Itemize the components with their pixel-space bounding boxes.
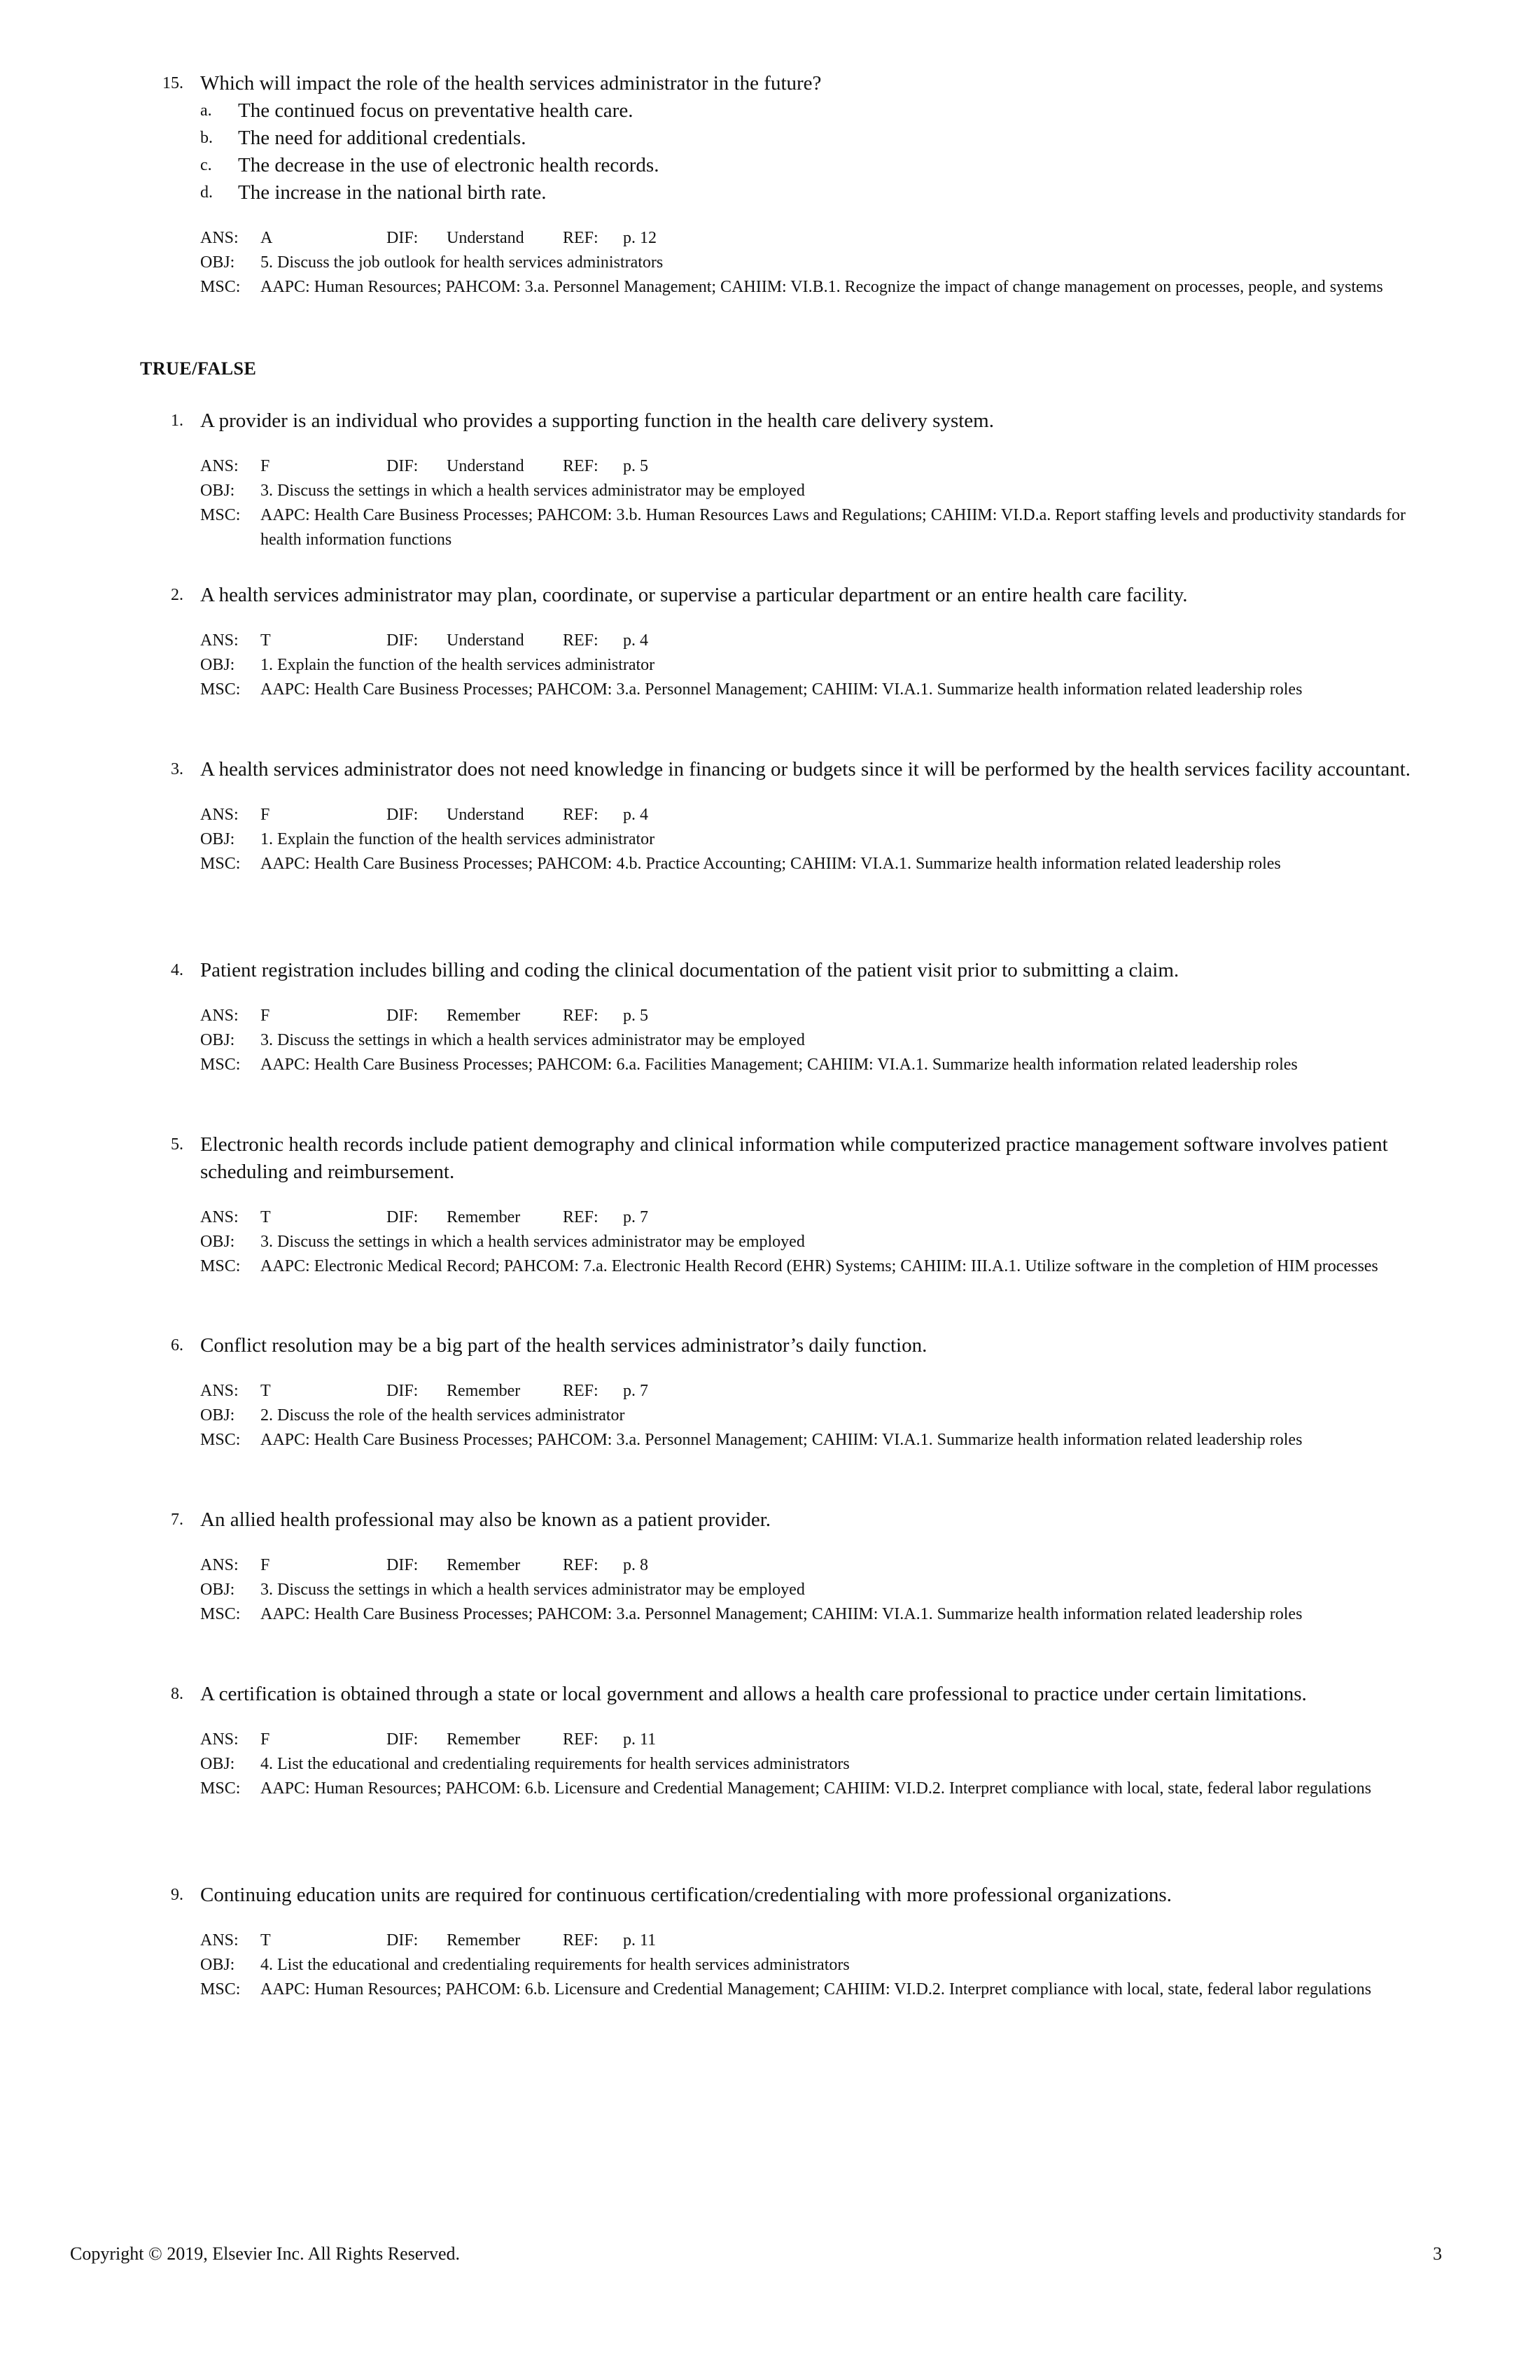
- ref-value: p. 7: [623, 1382, 648, 1400]
- dif-value: Understand: [447, 806, 524, 824]
- dif-label: DIF:: [386, 1382, 419, 1400]
- msc-row: [200, 678, 1421, 702]
- ans-label: ANS:: [200, 1382, 239, 1400]
- obj-value: 1. Explain the function of the health services administrator: [260, 656, 655, 674]
- obj-value: 1. Explain the function of the health services administrator: [260, 830, 655, 848]
- ans-label: ANS:: [200, 457, 239, 475]
- question-number: 6.: [171, 1336, 183, 1354]
- question-number: 3.: [171, 760, 183, 778]
- msc-label: MSC:: [200, 1605, 241, 1623]
- ans-label: ANS:: [200, 1556, 239, 1574]
- ans-value: F: [260, 457, 270, 475]
- msc-row: [200, 1602, 1421, 1627]
- ref-value: p. 5: [623, 457, 648, 475]
- ref-label: REF:: [563, 1382, 598, 1400]
- msc-value: AAPC: Health Care Business Processes; PAHCOM: 3.a. Personnel Management; CAHIIM: VI.A.1. Summarize health information related leadership roles: [260, 1605, 1303, 1623]
- ref-label: REF:: [563, 1007, 598, 1025]
- msc-value: AAPC: Human Resources; PAHCOM: 6.b. Licensure and Credential Management; CAHIIM: VI.D.2. Interpret compliance with local, state, federal labor regulations: [260, 1980, 1371, 1998]
- tf-question-9: [140, 1882, 1421, 2002]
- obj-value: 3. Discuss the settings in which a health services administrator may be employed: [260, 1581, 805, 1599]
- choice-b: [200, 125, 1421, 152]
- question-text: Continuing education units are required for continuous certification/credentialing with more professional organizations.: [200, 1884, 1172, 1906]
- question-stem: [140, 756, 1421, 783]
- ref-value: p. 7: [623, 1208, 648, 1226]
- question-text: A health services administrator does not need knowledge in financing or budgets since it will be performed by the health services facility accountant.: [200, 758, 1410, 780]
- obj-value: 3. Discuss the settings in which a health services administrator may be employed: [260, 482, 805, 500]
- ref-value: p. 4: [623, 806, 648, 824]
- ans-label: ANS:: [200, 1208, 239, 1226]
- question-stem: [140, 1681, 1421, 1708]
- question-text: A health services administrator may plan, coordinate, or supervise a particular department or an entire health care facility.: [200, 584, 1188, 606]
- question-stem: [140, 1882, 1421, 1909]
- question-number: 9.: [171, 1886, 183, 1904]
- msc-value: AAPC: Health Care Business Processes; PAHCOM: 3.a. Personnel Management; CAHIIM: VI.A.1. Summarize health information related leadership roles: [260, 1431, 1303, 1449]
- answer-metadata: [140, 629, 1421, 702]
- tf-question-1: [140, 407, 1421, 552]
- answer-metadata: [140, 1379, 1421, 1452]
- ref-label: REF:: [563, 457, 598, 475]
- choice-letter: a.: [200, 102, 212, 120]
- question-text: An allied health professional may also be known as a patient provider.: [200, 1508, 771, 1531]
- dif-value: Remember: [447, 1556, 521, 1574]
- ans-value: A: [260, 229, 273, 247]
- dif-label: DIF:: [386, 1931, 419, 1949]
- ans-row: [200, 1004, 1421, 1028]
- choice-text: The increase in the national birth rate.: [238, 181, 547, 204]
- obj-label: OBJ:: [200, 1031, 235, 1049]
- ans-row: [200, 1928, 1421, 1953]
- msc-row: [200, 852, 1421, 876]
- obj-row: [200, 653, 1421, 678]
- obj-label: OBJ:: [200, 1956, 235, 1974]
- question-text: Electronic health records include patient demography and clinical information while computerized practice management software involves patient scheduling and reimbursement.: [200, 1133, 1388, 1183]
- answer-metadata: [140, 1728, 1421, 1801]
- choice-text: The decrease in the use of electronic health records.: [238, 154, 659, 176]
- dif-label: DIF:: [386, 1007, 419, 1025]
- msc-row: [200, 1254, 1421, 1279]
- question-stem: [140, 582, 1421, 609]
- msc-label: MSC:: [200, 680, 241, 699]
- ref-value: p. 5: [623, 1007, 648, 1025]
- question-number: 2.: [171, 586, 183, 604]
- ref-value: p. 12: [623, 229, 657, 247]
- ans-row: [200, 454, 1421, 479]
- dif-value: Understand: [447, 229, 524, 247]
- choice-c: [200, 152, 1421, 179]
- msc-label: MSC:: [200, 1980, 241, 1998]
- ans-row: [200, 1205, 1421, 1230]
- msc-label: MSC:: [200, 506, 241, 524]
- ans-row: [200, 803, 1421, 827]
- ans-label: ANS:: [200, 806, 239, 824]
- answer-metadata: [140, 803, 1421, 876]
- obj-value: 3. Discuss the settings in which a health services administrator may be employed: [260, 1031, 805, 1049]
- choice-letter: d.: [200, 183, 213, 202]
- answer-metadata: [140, 1205, 1421, 1279]
- ans-value: F: [260, 1007, 270, 1025]
- question-text: Patient registration includes billing and coding the clinical documentation of the patient visit prior to submitting a claim.: [200, 959, 1180, 981]
- answer-metadata: [140, 454, 1421, 552]
- msc-row: [200, 1053, 1421, 1077]
- ans-label: ANS:: [200, 1007, 239, 1025]
- dif-label: DIF:: [386, 631, 419, 650]
- obj-value: 4. List the educational and credentialing requirements for health services administrators: [260, 1755, 850, 1773]
- ref-label: REF:: [563, 1556, 598, 1574]
- question-text: Which will impact the role of the health services administrator in the future?: [200, 72, 822, 94]
- ref-value: p. 11: [623, 1730, 657, 1749]
- msc-row: [200, 503, 1421, 552]
- question-number: 7.: [171, 1511, 183, 1529]
- obj-row: [200, 1752, 1421, 1777]
- choice-a: [200, 97, 1421, 125]
- dif-value: Remember: [447, 1208, 521, 1226]
- obj-row: [200, 827, 1421, 852]
- ans-label: ANS:: [200, 1931, 239, 1949]
- question-number: 15.: [162, 74, 183, 92]
- obj-label: OBJ:: [200, 482, 235, 500]
- dif-value: Remember: [447, 1007, 521, 1025]
- answer-metadata: [140, 1004, 1421, 1077]
- tf-question-3: [140, 756, 1421, 876]
- tf-question-8: [140, 1681, 1421, 1801]
- ans-value: T: [260, 1931, 271, 1949]
- answer-metadata: [140, 226, 1421, 300]
- msc-label: MSC:: [200, 855, 241, 873]
- ans-value: T: [260, 631, 271, 650]
- obj-row: [200, 1230, 1421, 1254]
- msc-row: [200, 1777, 1421, 1801]
- tf-question-6: [140, 1332, 1421, 1452]
- question-number: 5.: [171, 1135, 183, 1154]
- msc-label: MSC:: [200, 1431, 241, 1449]
- msc-label: MSC:: [200, 1056, 241, 1074]
- dif-label: DIF:: [386, 1556, 419, 1574]
- choice-letter: c.: [200, 156, 212, 174]
- question-text: A provider is an individual who provides a supporting function in the health care delivery system.: [200, 410, 994, 432]
- ans-value: F: [260, 1556, 270, 1574]
- obj-value: 3. Discuss the settings in which a health services administrator may be employed: [260, 1233, 805, 1251]
- ref-value: p. 8: [623, 1556, 648, 1574]
- obj-row: [200, 1578, 1421, 1602]
- question-stem: [140, 407, 1421, 435]
- question-15: [140, 70, 1421, 300]
- msc-value: AAPC: Health Care Business Processes; PAHCOM: 3.a. Personnel Management; CAHIIM: VI.A.1. Summarize health information related leadership roles: [260, 680, 1303, 699]
- dif-label: DIF:: [386, 457, 419, 475]
- choice-d: [200, 179, 1421, 206]
- ans-label: ANS:: [200, 631, 239, 650]
- msc-value: AAPC: Health Care Business Processes; PAHCOM: 4.b. Practice Accounting; CAHIIM: VI.A.1. Summarize health information related leadership roles: [260, 855, 1281, 873]
- obj-label: OBJ:: [200, 656, 235, 674]
- tf-question-2: [140, 582, 1421, 702]
- question-stem: [140, 1131, 1421, 1186]
- msc-value: AAPC: Health Care Business Processes; PAHCOM: 6.a. Facilities Management; CAHIIM: VI.A.1. Summarize health information related leadership roles: [260, 1056, 1298, 1074]
- ans-value: T: [260, 1208, 271, 1226]
- ans-row: [200, 1728, 1421, 1752]
- obj-label: OBJ:: [200, 1755, 235, 1773]
- obj-row: [200, 479, 1421, 503]
- obj-label: OBJ:: [200, 253, 235, 272]
- answer-choices: [140, 97, 1421, 206]
- dif-value: Remember: [447, 1730, 521, 1749]
- msc-value: AAPC: Electronic Medical Record; PAHCOM: 7.a. Electronic Health Record (EHR) Systems; CAHIIM: III.A.1. Utilize software in the completion of HIM processes: [260, 1257, 1378, 1275]
- msc-value: AAPC: Health Care Business Processes; PAHCOM: 3.b. Human Resources Laws and Regulations; CAHIIM: VI.D.a. Report staffing levels and productivity standards for health information functions: [260, 506, 1406, 549]
- obj-row: [200, 1953, 1421, 1977]
- ans-label: ANS:: [200, 229, 239, 247]
- obj-label: OBJ:: [200, 1406, 235, 1424]
- tf-question-5: [140, 1131, 1421, 1279]
- question-number: 8.: [171, 1685, 183, 1703]
- dif-value: Remember: [447, 1931, 521, 1949]
- choice-letter: b.: [200, 129, 213, 147]
- question-text: A certification is obtained through a state or local government and allows a health care professional to practice under certain limitations.: [200, 1683, 1307, 1705]
- obj-label: OBJ:: [200, 830, 235, 848]
- answer-metadata: [140, 1553, 1421, 1627]
- dif-value: Understand: [447, 631, 524, 650]
- dif-label: DIF:: [386, 1730, 419, 1749]
- question-stem: [140, 70, 1421, 97]
- question-stem: [140, 1332, 1421, 1359]
- question-stem: [140, 1506, 1421, 1534]
- obj-row: [200, 1028, 1421, 1053]
- question-text: Conflict resolution may be a big part of the health services administrator’s daily function.: [200, 1334, 927, 1357]
- ref-label: REF:: [563, 1931, 598, 1949]
- obj-value: 5. Discuss the job outlook for health services administrators: [260, 253, 664, 272]
- ans-row: [200, 629, 1421, 653]
- dif-label: DIF:: [386, 806, 419, 824]
- ref-label: REF:: [563, 1730, 598, 1749]
- obj-row: [200, 1404, 1421, 1428]
- ans-value: T: [260, 1382, 271, 1400]
- ans-value: F: [260, 806, 270, 824]
- obj-value: 2. Discuss the role of the health services administrator: [260, 1406, 625, 1424]
- msc-label: MSC:: [200, 278, 241, 296]
- msc-row: [200, 1428, 1421, 1452]
- tf-question-4: [140, 957, 1421, 1077]
- tf-question-7: [140, 1506, 1421, 1627]
- copyright-footer: Copyright © 2019, Elsevier Inc. All Rights Reserved.: [70, 2244, 461, 2264]
- page-number: 3: [1433, 2244, 1442, 2264]
- ref-value: p. 4: [623, 631, 648, 650]
- question-number: 1.: [171, 412, 183, 430]
- dif-value: Understand: [447, 457, 524, 475]
- ans-row: [200, 226, 1421, 251]
- msc-row: [200, 1977, 1421, 2002]
- obj-value: 4. List the educational and credentialing requirements for health services administrators: [260, 1956, 850, 1974]
- msc-value: AAPC: Human Resources; PAHCOM: 6.b. Licensure and Credential Management; CAHIIM: VI.D.2. Interpret compliance with local, state, federal labor regulations: [260, 1779, 1371, 1798]
- question-number: 4.: [171, 961, 183, 979]
- ans-row: [200, 1379, 1421, 1404]
- ref-label: REF:: [563, 1208, 598, 1226]
- ans-label: ANS:: [200, 1730, 239, 1749]
- obj-label: OBJ:: [200, 1581, 235, 1599]
- ref-label: REF:: [563, 631, 598, 650]
- msc-row: [200, 275, 1421, 300]
- ans-value: F: [260, 1730, 270, 1749]
- ref-label: REF:: [563, 229, 598, 247]
- dif-label: DIF:: [386, 229, 419, 247]
- dif-value: Remember: [447, 1382, 521, 1400]
- obj-row: [200, 251, 1421, 275]
- msc-value: AAPC: Human Resources; PAHCOM: 3.a. Personnel Management; CAHIIM: VI.B.1. Recognize the impact of change management on processes, people, and systems: [260, 278, 1383, 296]
- answer-metadata: [140, 1928, 1421, 2002]
- choice-text: The continued focus on preventative health care.: [238, 99, 634, 122]
- obj-label: OBJ:: [200, 1233, 235, 1251]
- msc-label: MSC:: [200, 1779, 241, 1798]
- choice-text: The need for additional credentials.: [238, 127, 526, 149]
- msc-label: MSC:: [200, 1257, 241, 1275]
- question-stem: [140, 957, 1421, 984]
- ref-label: REF:: [563, 806, 598, 824]
- ans-row: [200, 1553, 1421, 1578]
- ref-value: p. 11: [623, 1931, 657, 1949]
- dif-label: DIF:: [386, 1208, 419, 1226]
- section-heading: TRUE/FALSE: [140, 358, 257, 379]
